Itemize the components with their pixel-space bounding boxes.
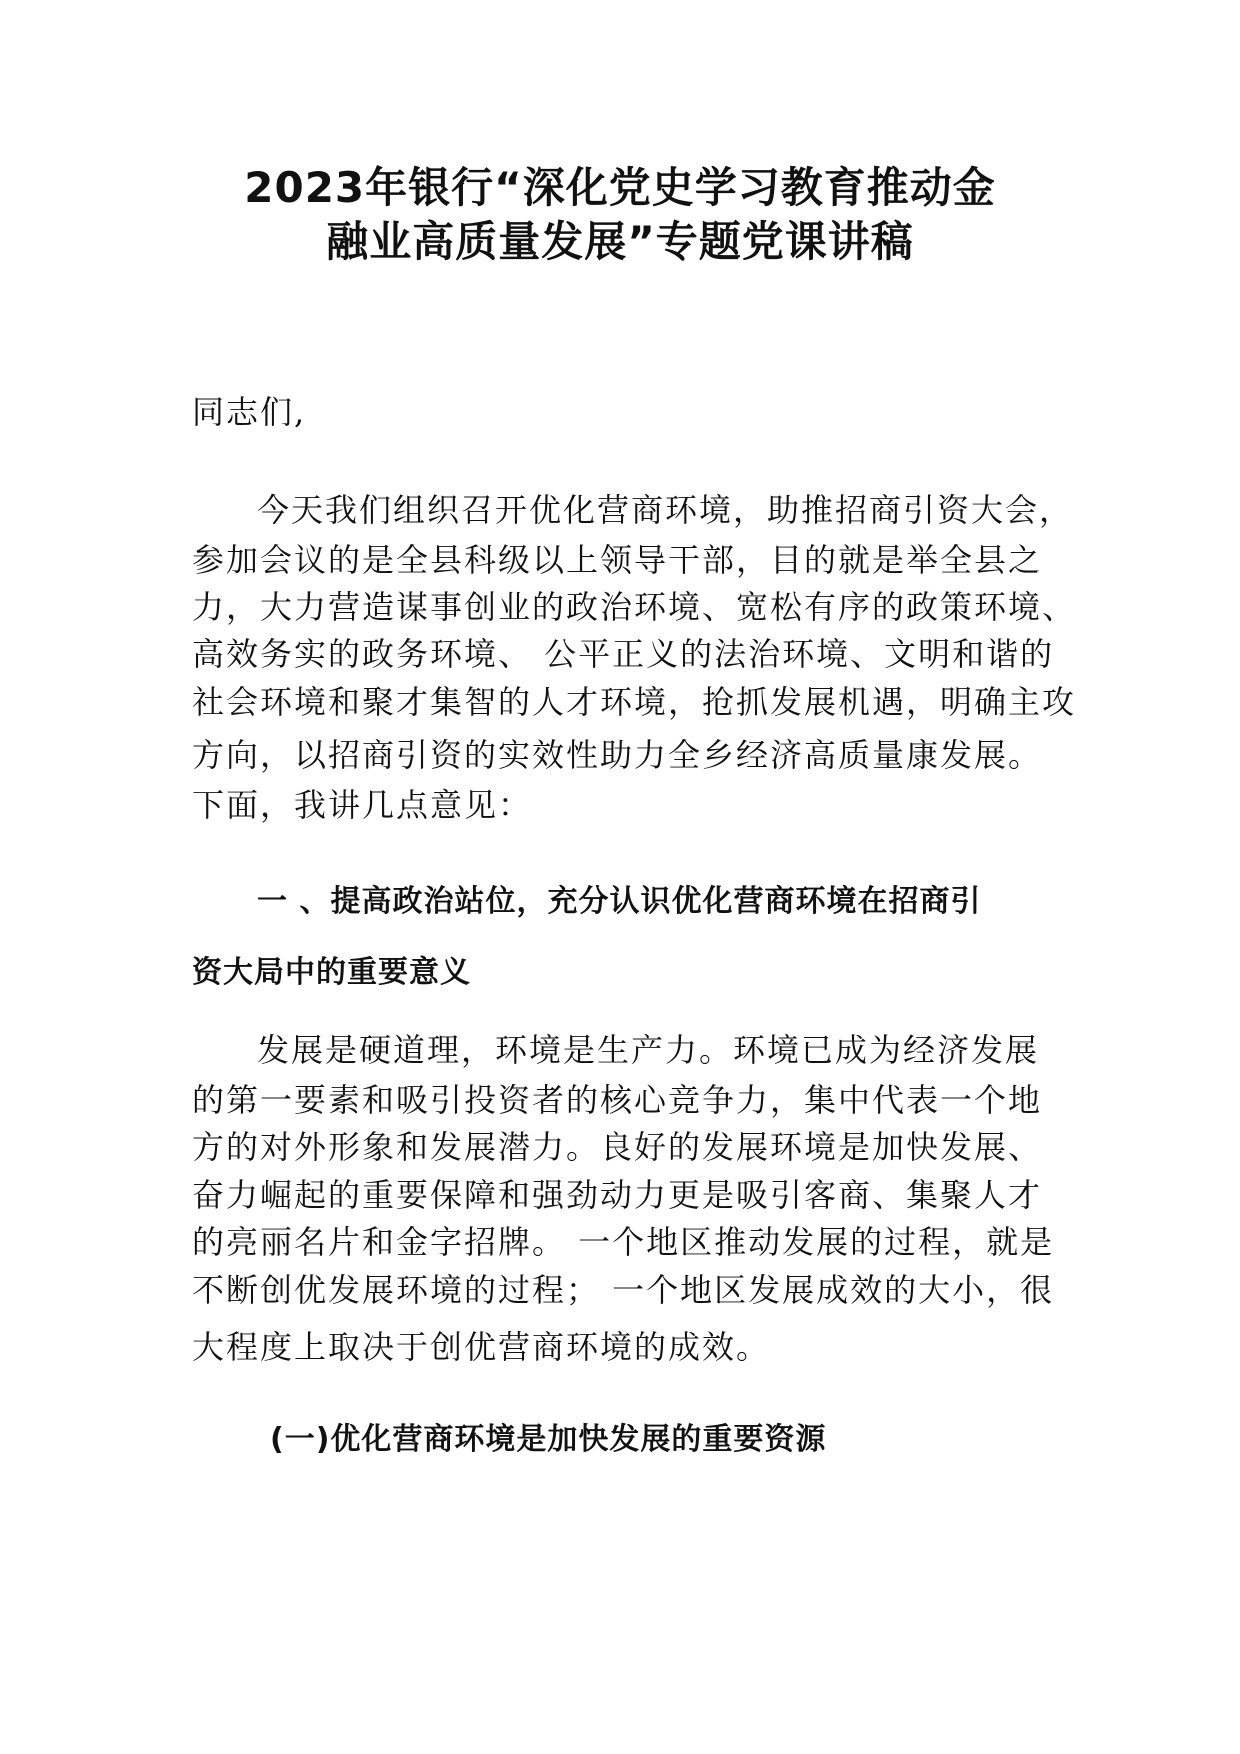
section-one-body-line-6: 不断创优发展环境的过程； 一个地区发展成效的大小，很 — [192, 1271, 1055, 1309]
intro-line-2: 参加会议的是全县科级以上领导干部，目的就是举全县之 — [192, 541, 1043, 579]
section-one-heading-line-1: 一 、提高政治站位，充分认识优化营商环境在招商引 — [257, 884, 982, 919]
intro-line-6: 方向，以招商引资的实效性助力全乡经济高质量康发展。 — [192, 736, 1043, 774]
document-title-line-1: 2023年银行“深化党史学习教育推动金 — [244, 163, 996, 212]
section-one-body-line-2: 的第一要素和吸引投资者的核心竞争力，集中代表一个地 — [192, 1081, 1043, 1119]
subsection-heading: (一)优化营商环境是加快发展的重要资源 — [270, 1422, 827, 1457]
section-one-body-line-5: 的亮丽名片和金字招牌。 一个地区推动发展的过程，就是 — [192, 1223, 1055, 1261]
section-one-body-line-4: 奋力崛起的重要保障和强劲动力更是吸引客商、集聚人才 — [192, 1176, 1043, 1214]
intro-line-4: 高效务实的政务环境、 公平正义的法治环境、文明和谐的 — [192, 635, 1055, 673]
intro-line-1: 今天我们组织召开优化营商环境，助推招商引资大会， — [257, 491, 1074, 529]
intro-line-5: 社会环境和聚才集智的人才环境，抢抓发展机遇，明确主攻 — [192, 683, 1077, 721]
section-one-body-line-3: 方的对外形象和发展潜力。良好的发展环境是加快发展、 — [192, 1128, 1043, 1166]
document-title-line-2: 融业高质量发展”专题党课讲稿 — [326, 217, 914, 266]
section-one-body-line-7: 大程度上取决于创优营商环境的成效。 — [192, 1328, 771, 1366]
section-one-heading-line-2: 资大局中的重要意义 — [192, 955, 471, 990]
intro-line-3: 力，大力营造谋事创业的政治环境、宽松有序的政策环境、 — [192, 588, 1077, 626]
salutation: 同志们, — [192, 393, 307, 431]
intro-line-7: 下面，我讲几点意见： — [192, 786, 533, 824]
section-one-body-line-1: 发展是硬道理，环境是生产力。环境已成为经济发展 — [257, 1031, 1040, 1069]
